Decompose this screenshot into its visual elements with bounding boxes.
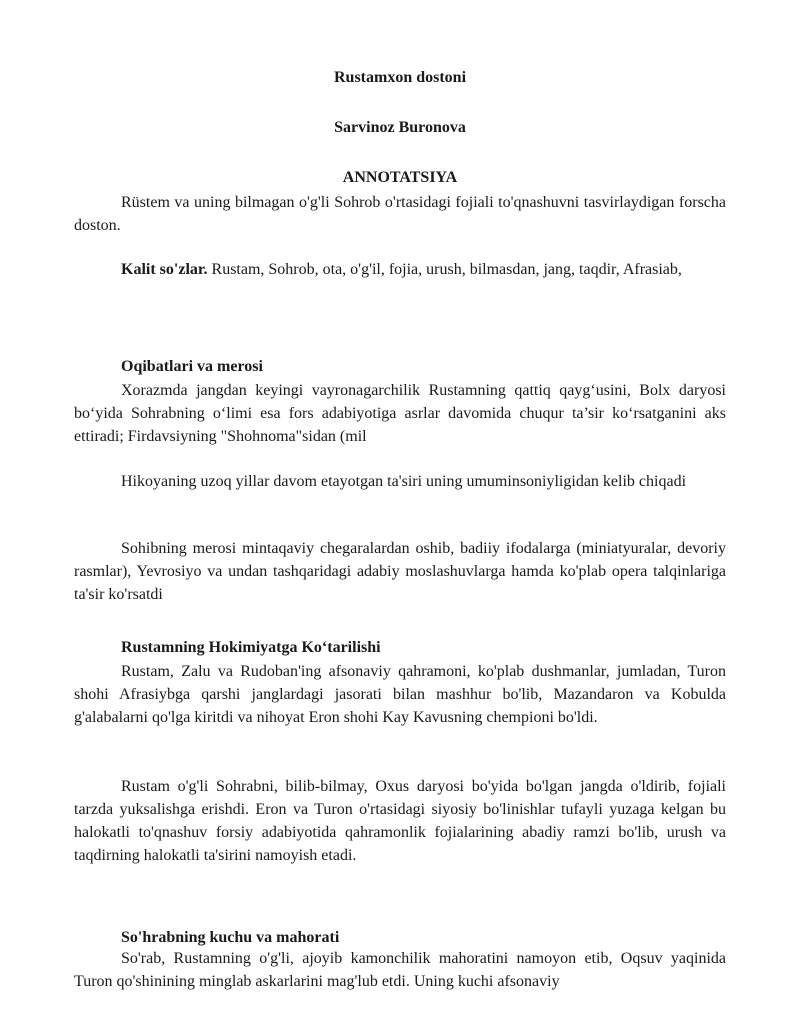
keywords-label: Kalit so'zlar. (121, 261, 208, 278)
section-paragraph: Rustam, Zalu va Rudoban'ing afsonaviy qahramoni, ko'plab dushmanlar, jumladan, Turon shohi Afrasiybga qarshi janglardagi jasorati bilan mashhur bo'lib, Mazandaron va Kobulda g'alabalarni qo'lga kiritdi va nihoyat Eron shohi Kay Kavusning chempioni bo'ldi. (74, 663, 726, 726)
section-paragraph: So'rab, Rustamning o'g'li, ajoyib kamonchilik mahoratini namoyon etib, Oqsuv yaqinida Turon qo'shinining minglab askarlarini mag'lub etdi. Uning kuchi afsonaviy (74, 950, 726, 990)
author-name: Sarvinoz Buronova (334, 119, 466, 136)
annotation-heading: ANNOTATSIYA (342, 169, 458, 186)
keywords-text: Rustam, Sohrob, ota, o'g'il, fojia, urush, bilmasdan, jang, taqdir, Afrasiab, (207, 261, 682, 278)
section-paragraph: Hikoyaning uzoq yillar davom etayotgan ta'siri uning umuminsoniyligidan kelib chiqadi (121, 473, 687, 490)
section-heading-sohrab: So'hrabning kuchu va mahorati (121, 929, 340, 946)
section-paragraph: Xorazmda jangdan keyingi vayronagarchilik Rustamning qattiq qayg‘usini, Bolx daryosi bo‘yida Sohrabning o‘limi esa fors adabiyotiga asrlar davomida chuqur ta’sir ko‘rsatganini aks ettiradi; Firdavsiyning "Shohnoma"sidan (mil (74, 382, 726, 445)
keywords-paragraph (74, 258, 726, 281)
section-heading-rise: Rustamning Hokimiyatga Ko‘tarilishi (121, 639, 381, 656)
section-paragraph: Sohibning merosi mintaqaviy chegaralardan oshib, badiiy ifodalarga (miniatyuralar, devoriy rasmlar), Yevrosiyo va undan tashqaridagi adabiy moslashuvlarga hamda ko'plab opera talqinlariga ta'sir ko'rsatdi (74, 540, 726, 603)
section-heading-legacy: Oqibatlari va merosi (121, 358, 263, 375)
annotation-paragraph: Rüstem va uning bilmagan o'g'li Sohrob o'rtasidagi fojiali to'qnashuvni tasvirlaydigan forscha doston. (74, 194, 726, 234)
document-title: Rustamxon dostoni (333, 69, 467, 86)
section-paragraph: Rustam o'g'li Sohrabni, bilib-bilmay, Oxus daryosi bo'yida bo'lgan jangda o'ldirib, fojiali tarzda yuksalishga erishdi. Eron va Turon o'rtasidagi siyosiy bo'linishlar tufayli yuzaga kelgan bu halokatli to'qnashuv forsiy adabiyotida qahramonlik fojialarining abadiy ramzi bo'lib, urush va taqdirning halokatli ta'sirini namoyish etadi. (74, 778, 726, 864)
